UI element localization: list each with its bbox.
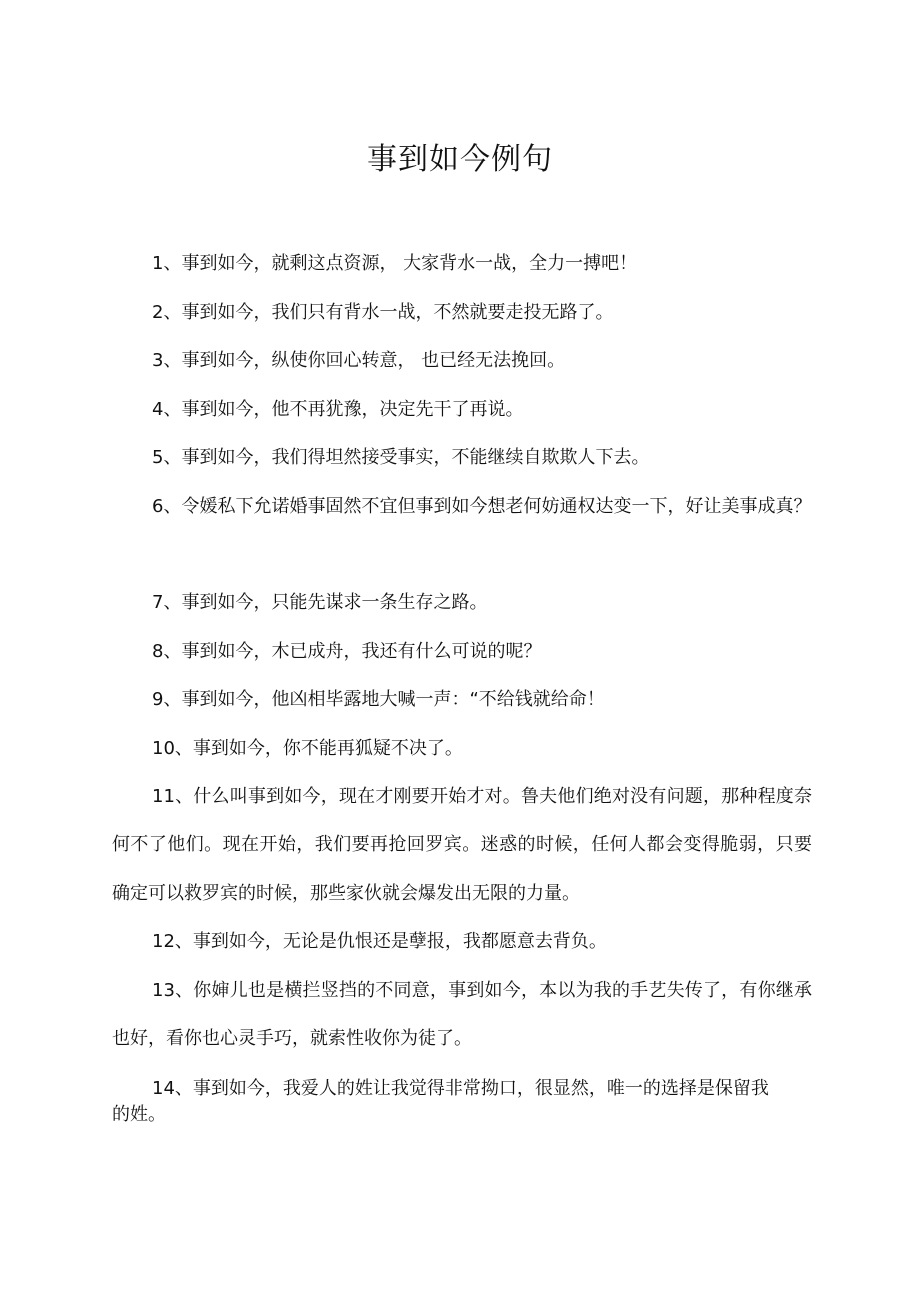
document-title: 事到如今例句 [367, 142, 553, 177]
example-sentence-3: 3、事到如今，纵使你回心转意， 也已经无法挽回。 [152, 350, 566, 371]
example-sentence-10: 10、事到如今，你不能再狐疑不决了。 [152, 738, 463, 759]
example-sentence-14: 14、事到如今，我爱人的姓让我觉得非常拗口，很显然，唯一的选择是保留我的姓。 [112, 1078, 769, 1125]
example-sentence-6: 6、令媛私下允诺婚事固然不宜但事到如今想老何妨通权达变一下，好让美事成真？ [152, 496, 812, 517]
example-sentence-13: 13、你婶儿也是横拦竖挡的不同意，事到如今，本以为我的手艺失传了，有你继承也好，看你也心灵手巧，就索性收你为徒了。 [112, 980, 812, 1050]
example-sentence-1: 1、事到如今，就剩这点资源， 大家背水一战，全力一搏吧！ [152, 253, 638, 274]
example-sentence-12: 12、事到如今，无论是仇恨还是孽报，我都愿意去背负。 [152, 931, 607, 952]
example-sentence-7: 7、事到如今，只能先谋求一条生存之路。 [152, 592, 488, 613]
example-sentence-5: 5、事到如今，我们得坦然接受事实，不能继续自欺欺人下去。 [152, 447, 650, 468]
example-sentence-8: 8、事到如今，木已成舟，我还有什么可说的呢？ [152, 641, 542, 662]
example-sentence-4: 4、事到如今，他不再犹豫，决定先干了再说。 [152, 399, 524, 420]
example-sentence-11: 11、什么叫事到如今，现在才刚要开始才对。鲁夫他们绝对没有问题，那种程度奈何不了他们。现在开始，我们要再抢回罗宾。迷惑的时候，任何人都会变得脆弱，只要确定可以救罗宾的时候，那些家伙就会爆发出无限的力量。 [112, 786, 812, 904]
example-sentence-9: 9、事到如今，他凶相毕露地大喊一声：“不给钱就给命！ [152, 689, 605, 710]
example-sentence-2: 2、事到如今，我们只有背水一战，不然就要走投无路了。 [152, 302, 614, 323]
